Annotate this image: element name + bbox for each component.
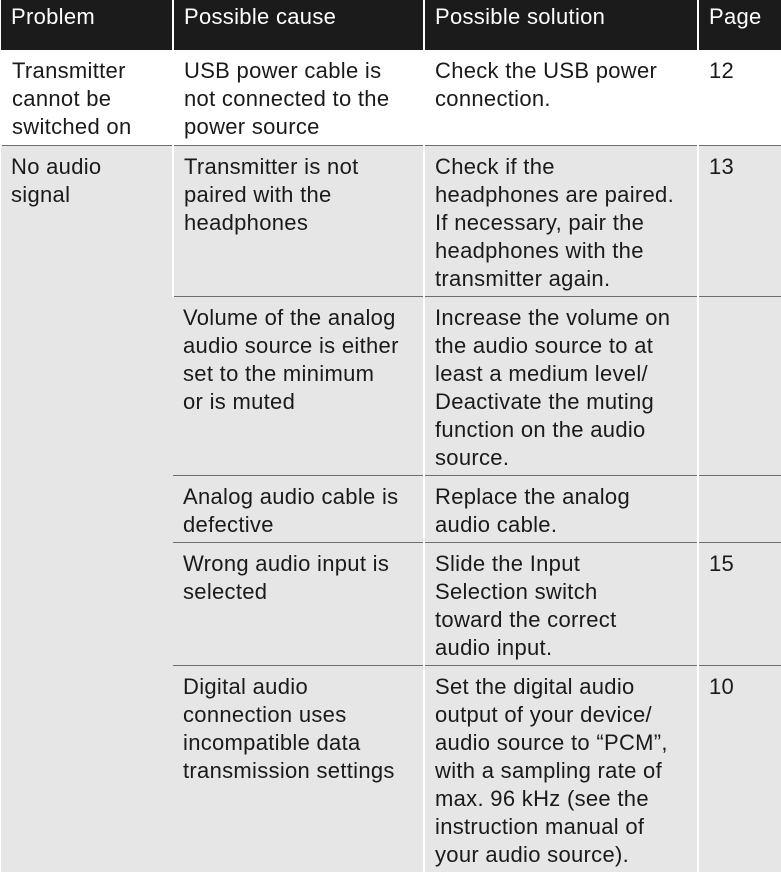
problem-text: No audio signal [11,153,102,207]
cause-cell [173,50,424,145]
cause-text: Volume of the analog audio source is either set to the minimum or is muted [183,304,399,414]
solution-text: Slide the Input Selection switch toward the correct audio input. [435,550,617,660]
solution-cell [424,542,698,665]
solution-text: Check the USB power connection. [435,58,658,111]
table-header [1,0,781,50]
table-row [1,50,781,145]
cause-cell [173,542,424,665]
cause-cell [173,475,424,542]
solution-text: Set the digital audio output of your device/ audio source to “PCM”, with a sampling rate of max. 96 kHz (see the instruction manual of your audio source). [435,673,668,867]
cause-text: Digital audio connection uses incompatible data transmission settings [183,673,395,783]
page-number: 12 [709,58,735,83]
solution-cell [424,665,698,872]
page-cell [698,145,781,296]
solution-text: Increase the volume on the audio source to at least a medium level/ Deactivate the muting function on the audio source. [435,304,671,470]
table-row [1,145,781,296]
cause-cell [173,145,424,296]
problem-cell [1,145,173,872]
cause-cell [173,296,424,475]
problem-text: Transmitter cannot be switched on [12,58,132,139]
page-cell [698,475,781,542]
solution-cell [424,475,698,542]
header-problem: Problem [1,0,173,50]
header-possible-cause: Possible cause [173,0,424,50]
header-row [1,0,781,50]
solution-text: Replace the analog audio cable. [435,483,630,537]
problem-cell [1,50,173,145]
header-possible-solution: Possible solution [424,0,698,50]
table-body [1,50,781,872]
page-cell [698,296,781,475]
cause-text: Analog audio cable is defective [183,483,399,537]
cause-text: Wrong audio input is selected [183,550,390,604]
page-number: 10 [709,673,735,699]
header-page: Page [698,0,781,50]
solution-cell [424,145,698,296]
solution-cell [424,296,698,475]
cause-cell [173,665,424,872]
page-cell [698,542,781,665]
solution-text: Check if the headphones are paired. If necessary, pair the headphones with the transmitter again. [435,153,675,291]
solution-cell [424,50,698,145]
page-number: 15 [709,550,735,576]
page-number: 13 [709,153,735,179]
page-cell [698,665,781,872]
cause-text: USB power cable is not connected to the power source [184,58,390,139]
page-cell [698,50,781,145]
cause-text: Transmitter is not paired with the headphones [184,153,359,235]
